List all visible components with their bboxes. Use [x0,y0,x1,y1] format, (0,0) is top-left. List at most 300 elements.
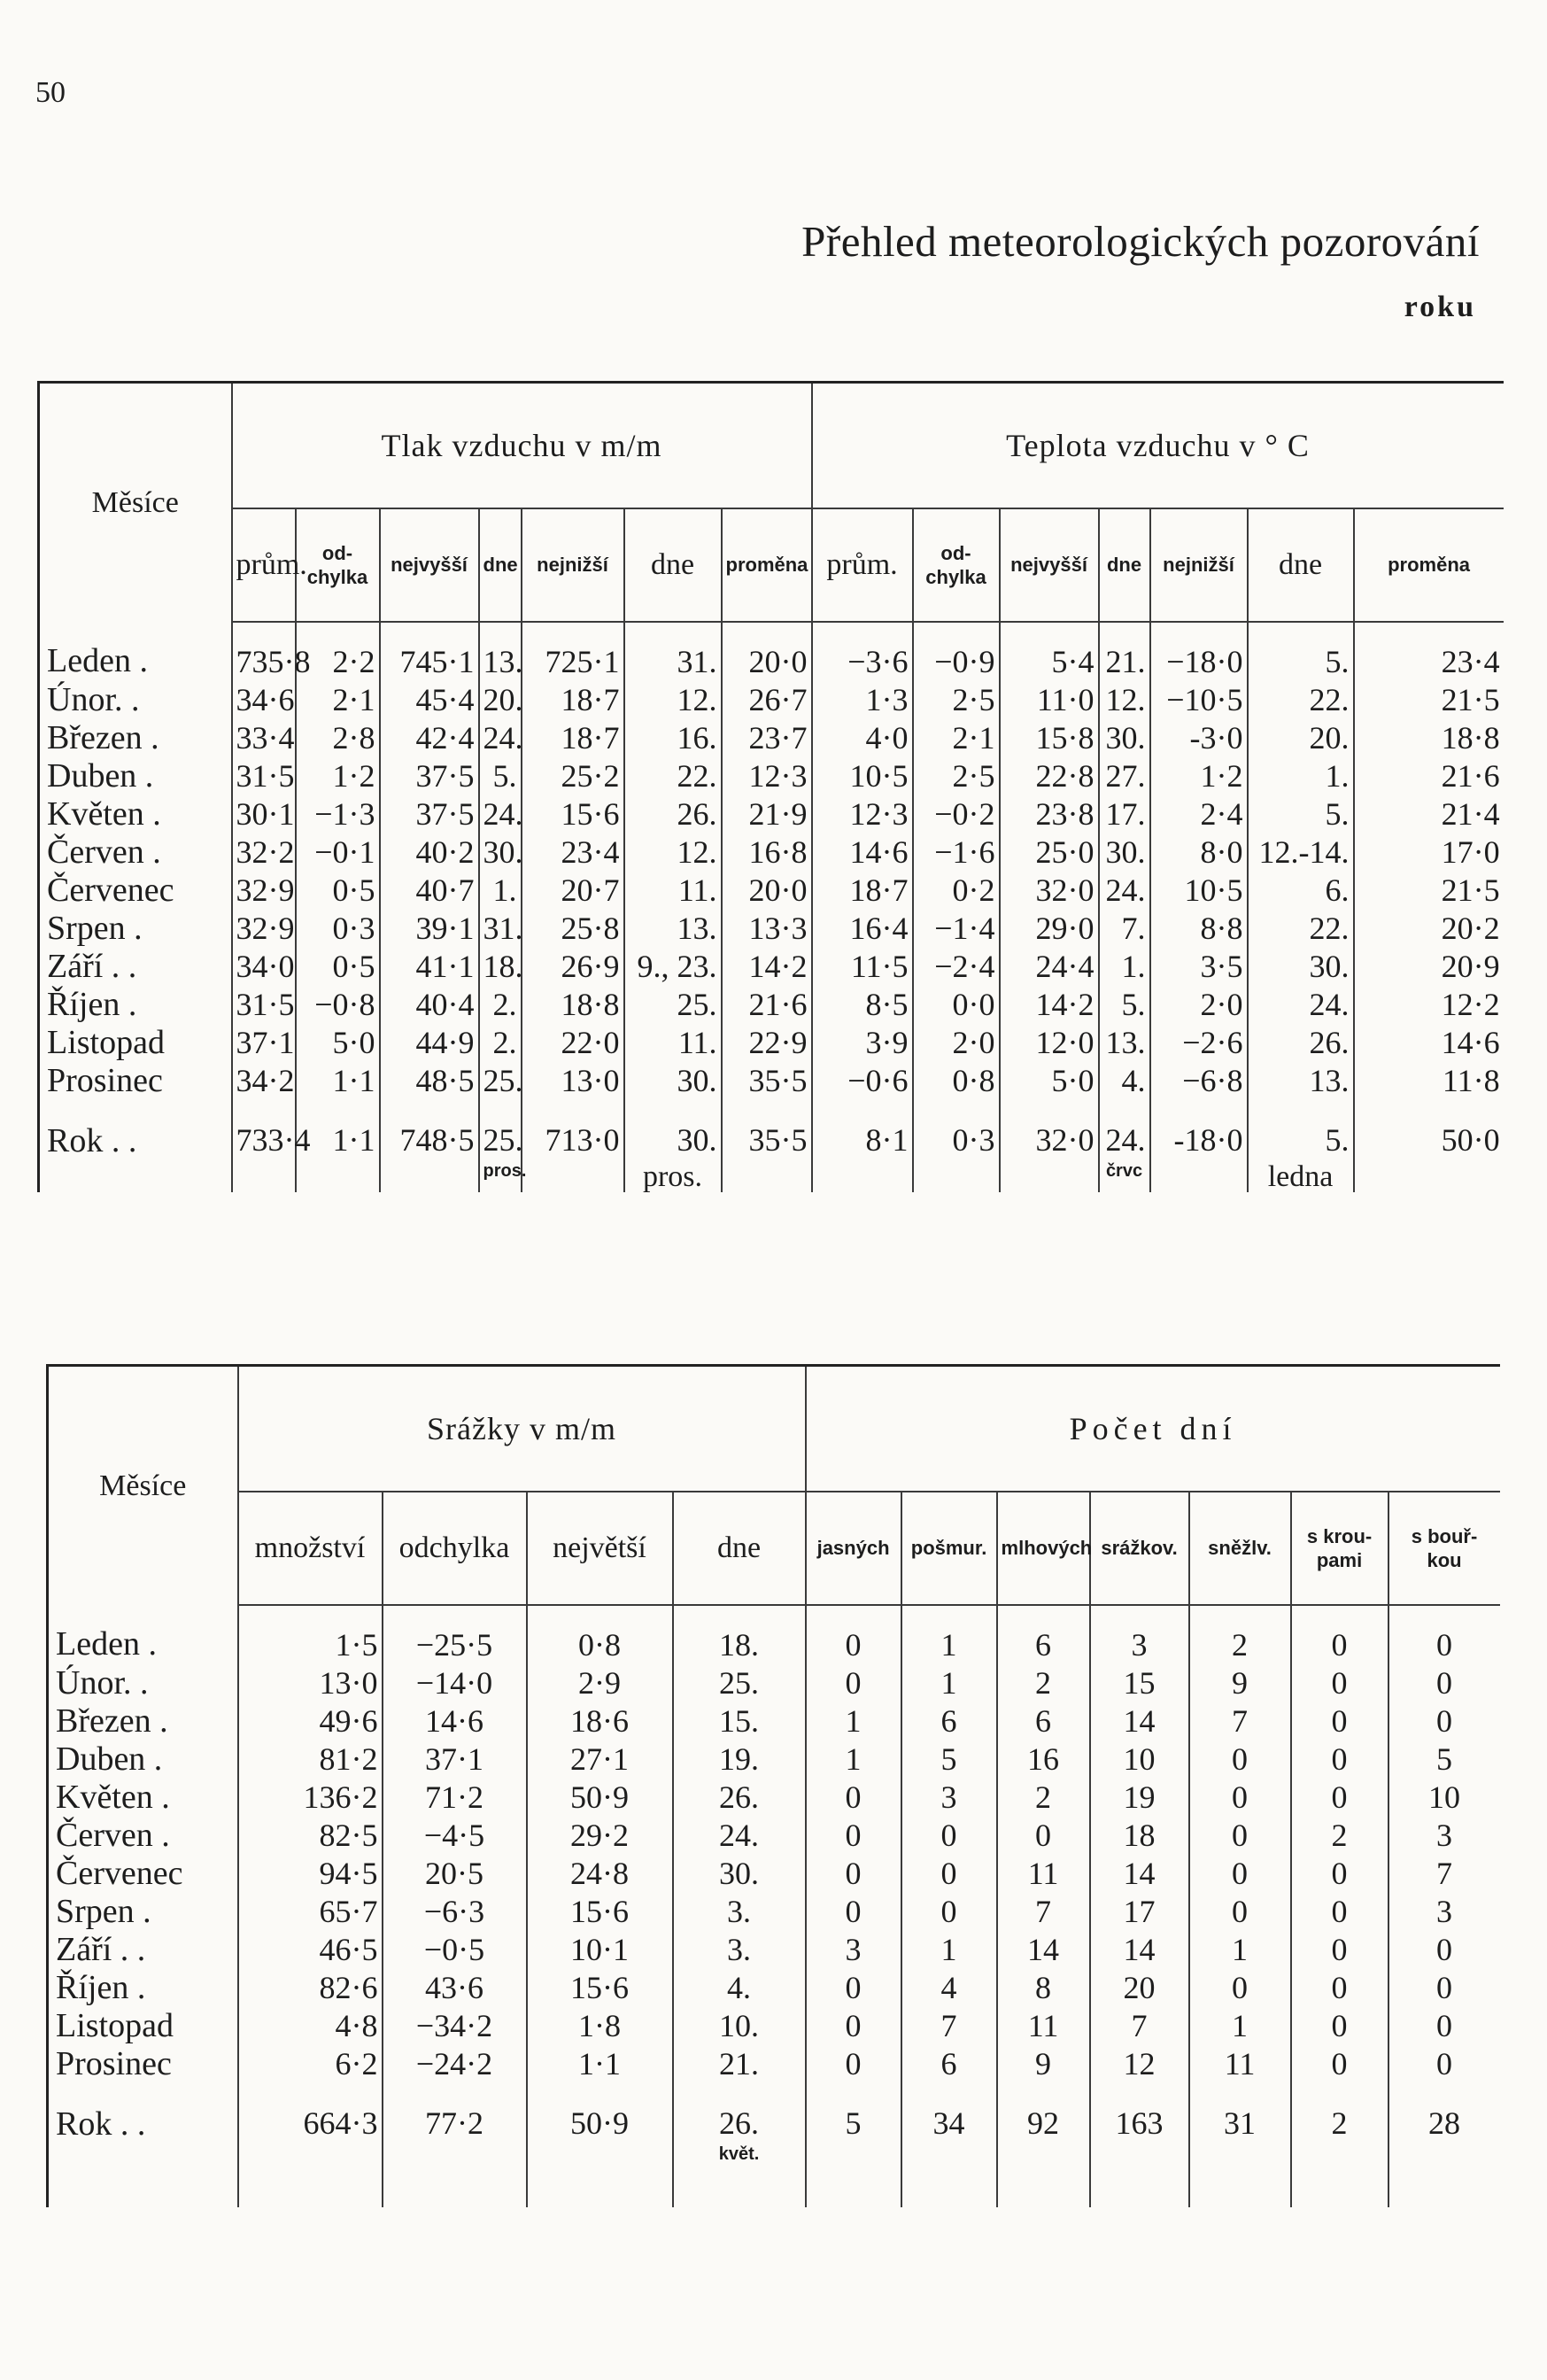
pressure-cell: 37·5 [380,756,479,795]
temperature-cell: 1. [1099,947,1150,985]
year-note-row [39,1162,1504,1192]
days-col-header: s krou- pami [1291,1492,1388,1605]
temperature-cell: −1·6 [913,833,1000,871]
temperature-cell: 3·5 [1150,947,1248,985]
note-cell [39,1162,232,1192]
table-row [39,985,1504,1023]
pressure-cell: 11. [624,1023,722,1061]
temperature-cell: 12.-14. [1248,833,1354,871]
spacer-cell [812,1099,913,1124]
days-cell: 0 [1388,1930,1500,1968]
temperature-cell: 18·8 [1354,718,1504,756]
days-cell: 5 [1388,1740,1500,1778]
temperature-cell: 8·5 [812,985,913,1023]
precipitation-cell: 65·7 [238,1892,383,1930]
days-cell: 28 [1388,2107,1500,2145]
temperature-cell: 2·0 [913,1023,1000,1061]
precipitation-cell: 136·2 [238,1778,383,1816]
month-cell: Duben . [39,756,232,795]
pressure-cell: 32·9 [232,871,296,909]
pressure-cell: 14·2 [722,947,812,985]
note-cell [1388,2145,1500,2172]
days-cell: 6 [997,1702,1090,1740]
days-cell: 11 [1189,2044,1291,2082]
days-cell: 8 [997,1968,1090,2006]
pressure-cell: 37·5 [380,795,479,833]
precipitation-cell: 94·5 [238,1854,383,1892]
temperature-cell: −2·6 [1150,1023,1248,1061]
precipitation-cell: 4. [673,1968,806,2006]
days-cell: 1 [901,1663,997,1702]
year-row [48,2107,1500,2145]
pressure-cell: 35·5 [722,1061,812,1099]
precipitation-cell: 50·9 [527,1778,673,1816]
note-cell [806,2145,901,2172]
temperature-cell: −0·2 [913,795,1000,833]
note-cell: črvc [1099,1162,1150,1192]
month-cell: Rok . . [39,1124,232,1162]
month-cell: Únor. . [39,680,232,718]
days-cell: 3 [806,1930,901,1968]
precipitation-cell: 15. [673,1702,806,1740]
year-row [39,1124,1504,1162]
days-cell: 0 [1291,1663,1388,1702]
temperature-col-header: proměna [1354,508,1504,622]
temperature-cell: 21. [1099,622,1150,680]
days-cell: 0 [1388,1663,1500,1702]
note-cell [1354,1162,1504,1192]
temperature-cell: 32·0 [1000,871,1099,909]
temperature-cell: 6. [1248,871,1354,909]
days-cell: 0 [1388,1968,1500,2006]
temperature-cell: 23·4 [1354,622,1504,680]
days-cell: 17 [1090,1892,1189,1930]
days-cell: 0 [806,1778,901,1816]
days-cell: 6 [997,1605,1090,1663]
pressure-cell: 31. [479,909,522,947]
temperature-cell: 22·8 [1000,756,1099,795]
days-cell: 1 [806,1702,901,1740]
days-cell: 0 [1291,1702,1388,1740]
note-cell: květ. [673,2145,806,2172]
days-cell: 15 [1090,1663,1189,1702]
precipitation-cell: 18. [673,1605,806,1663]
pressure-cell: 30. [624,1124,722,1162]
pressure-cell: 44·9 [380,1023,479,1061]
days-cell: 5 [901,1740,997,1778]
table-row [48,1740,1500,1778]
pressure-cell: 40·7 [380,871,479,909]
temperature-col-header: nejnižší [1150,508,1248,622]
days-cell: 0 [1189,1778,1291,1816]
days-cell: 0 [901,1816,997,1854]
month-cell: Leden . [48,1605,238,1663]
days-cell: 4 [901,1968,997,2006]
temperature-cell: 17·0 [1354,833,1504,871]
spacer-cell [997,2082,1090,2107]
note-cell [722,1162,812,1192]
spacer-cell [1189,2082,1291,2107]
temperature-cell: −6·8 [1150,1061,1248,1099]
pressure-cell: −0·8 [296,985,380,1023]
days-cell: 14 [997,1930,1090,1968]
note-cell [48,2145,238,2172]
filler-cell [48,2172,238,2207]
month-cell: Prosinec [48,2044,238,2082]
pressure-cell: 30·1 [232,795,296,833]
table-row [39,718,1504,756]
month-cell: Květen . [39,795,232,833]
pressure-cell: 25. [479,1061,522,1099]
month-cell: Listopad [39,1023,232,1061]
temperature-cell: 24. [1099,871,1150,909]
temperature-cell: 30. [1099,718,1150,756]
precipitation-cell: 46·5 [238,1930,383,1968]
temperature-cell: 5·4 [1000,622,1099,680]
pressure-cell: 26. [624,795,722,833]
days-cell: 1 [901,1605,997,1663]
month-cell: Březen . [48,1702,238,1740]
days-group-header: Počet dní [806,1366,1500,1492]
temperature-cell: 8·0 [1150,833,1248,871]
table-row [48,1778,1500,1816]
pressure-cell: 9., 23. [624,947,722,985]
days-cell: 34 [901,2107,997,2145]
month-cell: Listopad [48,2006,238,2044]
temperature-cell: 20·2 [1354,909,1504,947]
pressure-cell: 2. [479,985,522,1023]
temperature-cell: 1·2 [1150,756,1248,795]
temperature-cell: 14·2 [1000,985,1099,1023]
temperature-cell: 15·8 [1000,718,1099,756]
month-cell: Duben . [48,1740,238,1778]
days-cell: 3 [1388,1816,1500,1854]
page-title: Přehled meteorologických pozorování [801,217,1480,266]
month-cell: Červenec [48,1854,238,1892]
page-number: 50 [35,76,66,109]
days-cell: 11 [997,1854,1090,1892]
days-cell: 1 [1189,2006,1291,2044]
pressure-cell: 23·7 [722,718,812,756]
pressure-cell: 23·4 [522,833,624,871]
precipitation-cell: 25. [673,1663,806,1702]
note-cell [527,2145,673,2172]
days-col-header: mlhových [997,1492,1090,1605]
precipitation-cell: 13·0 [238,1663,383,1702]
days-cell: 0 [1291,1968,1388,2006]
pressure-cell: 18·7 [522,718,624,756]
temperature-cell: 8·1 [812,1124,913,1162]
days-cell: 2 [1189,1605,1291,1663]
spacer-cell [624,1099,722,1124]
pressure-cell: 40·2 [380,833,479,871]
temperature-cell: 13. [1099,1023,1150,1061]
page-subtitle: roku [1404,291,1476,323]
spacer-cell [479,1099,522,1124]
note-cell [997,2145,1090,2172]
pressure-cell: 21·9 [722,795,812,833]
pressure-cell: 13. [479,622,522,680]
precipitation-cell: −34·2 [383,2006,527,2044]
days-cell: 3 [1388,1892,1500,1930]
temperature-cell: 2·4 [1150,795,1248,833]
spacer-cell [1354,1099,1504,1124]
temperature-cell: 0·3 [913,1124,1000,1162]
temperature-cell: −18·0 [1150,622,1248,680]
precipitation-col-header: největší [527,1492,673,1605]
pressure-cell: 37·1 [232,1023,296,1061]
temperature-cell: 12·0 [1000,1023,1099,1061]
note-cell [1000,1162,1099,1192]
temperature-cell: 23·8 [1000,795,1099,833]
filler-cell [806,2172,901,2207]
filler-cell [1291,2172,1388,2207]
table-row [48,1702,1500,1740]
filler-row [48,2172,1500,2207]
days-cell: 0 [1291,1778,1388,1816]
precipitation-cell: 14·6 [383,1702,527,1740]
month-cell: Červenec [39,871,232,909]
days-cell: 0 [1291,1930,1388,1968]
filler-cell [238,2172,383,2207]
note-cell [901,2145,997,2172]
precipitation-col-header: odchylka [383,1492,527,1605]
temperature-cell: 21·6 [1354,756,1504,795]
days-cell: 7 [1090,2006,1189,2044]
spacer-cell [522,1099,624,1124]
pressure-cell: 26·9 [522,947,624,985]
days-cell: 2 [1291,2107,1388,2145]
pressure-cell: 713·0 [522,1124,624,1162]
temperature-cell: 17. [1099,795,1150,833]
spacer-row [39,1099,1504,1124]
precipitation-cell: 29·2 [527,1816,673,1854]
precipitation-cell: −6·3 [383,1892,527,1930]
days-cell: 92 [997,2107,1090,2145]
days-cell: 0 [806,1605,901,1663]
pressure-cell: 0·5 [296,947,380,985]
temperature-col-header: od- chylka [913,508,1000,622]
temperature-cell: −1·4 [913,909,1000,947]
precipitation-cell: 21. [673,2044,806,2082]
days-cell: 7 [1388,1854,1500,1892]
precipitation-cell: 6·2 [238,2044,383,2082]
temperature-cell: 21·5 [1354,871,1504,909]
temperature-cell: -18·0 [1150,1124,1248,1162]
precipitation-cell: 15·6 [527,1892,673,1930]
spacer-cell [48,2082,238,2107]
days-cell: 1 [901,1930,997,1968]
pressure-cell: 25·8 [522,909,624,947]
pressure-cell: 35·5 [722,1124,812,1162]
pressure-cell: 745·1 [380,622,479,680]
days-cell: 0 [1291,1892,1388,1930]
month-cell: Květen . [48,1778,238,1816]
note-cell [522,1162,624,1192]
days-cell: 0 [1388,2006,1500,2044]
days-cell: 1 [1189,1930,1291,1968]
pressure-cell: 11. [624,871,722,909]
table-row [39,833,1504,871]
table-row [48,1892,1500,1930]
precipitation-cell: 10·1 [527,1930,673,1968]
pressure-cell: 24. [479,718,522,756]
pressure-cell: 1. [479,871,522,909]
table-row [48,1854,1500,1892]
days-cell: 9 [997,2044,1090,2082]
spacer-cell [1388,2082,1500,2107]
note-cell [1189,2145,1291,2172]
spacer-cell [380,1099,479,1124]
temperature-cell: 22. [1248,909,1354,947]
temperature-cell: 24. [1248,985,1354,1023]
temperature-cell: 5·0 [1000,1061,1099,1099]
filler-cell [673,2172,806,2207]
days-cell: 0 [901,1854,997,1892]
pressure-cell: 18·7 [522,680,624,718]
precipitation-cell: 71·2 [383,1778,527,1816]
spacer-cell [39,1099,232,1124]
pressure-cell: 1·1 [296,1061,380,1099]
days-cell: 2 [997,1663,1090,1702]
temperature-cell: 22. [1248,680,1354,718]
note-cell [1090,2145,1189,2172]
precipitation-cell: −0·5 [383,1930,527,1968]
temperature-cell: 5. [1248,1124,1354,1162]
precipitation-cell: −14·0 [383,1663,527,1702]
temperature-cell: 27. [1099,756,1150,795]
precipitation-col-header: množství [238,1492,383,1605]
days-cell: 6 [901,1702,997,1740]
pressure-cell: 31·5 [232,985,296,1023]
pressure-cell: 5·0 [296,1023,380,1061]
days-cell: 0 [1291,2044,1388,2082]
temperature-cell: 5. [1248,795,1354,833]
days-cell: 0 [1189,1968,1291,2006]
days-cell: 0 [806,1892,901,1930]
precipitation-cell: 10. [673,2006,806,2044]
temperature-cell: 30. [1248,947,1354,985]
pressure-cell: 20·0 [722,871,812,909]
pressure-cell: 26·7 [722,680,812,718]
table-row [48,1930,1500,1968]
temperature-cell: 0·0 [913,985,1000,1023]
table-row [39,871,1504,909]
days-cell: 0 [1189,1740,1291,1778]
pressure-cell: 25. [479,1124,522,1162]
days-cell: 0 [1388,1605,1500,1663]
days-cell: 5 [806,2107,901,2145]
month-cell: Říjen . [48,1968,238,2006]
precipitation-cell: −25·5 [383,1605,527,1663]
temperature-cell: 24·4 [1000,947,1099,985]
note-cell [1150,1162,1248,1192]
days-cell: 11 [997,2006,1090,2044]
temperature-cell: 1. [1248,756,1354,795]
month-cell: Srpen . [39,909,232,947]
temperature-cell: 2·1 [913,718,1000,756]
filler-cell [901,2172,997,2207]
pressure-cell: 20·7 [522,871,624,909]
temperature-cell: 4·0 [812,718,913,756]
filler-cell [1090,2172,1189,2207]
pressure-cell: 12. [624,680,722,718]
temperature-cell: 32·0 [1000,1124,1099,1162]
pressure-cell: 25. [624,985,722,1023]
temperature-cell: -3·0 [1150,718,1248,756]
temperature-cell: 2·0 [1150,985,1248,1023]
temperature-cell: 16·4 [812,909,913,947]
temperature-cell: −3·6 [812,622,913,680]
table-row [48,2044,1500,2082]
spacer-cell [527,2082,673,2107]
note-cell [1291,2145,1388,2172]
pressure-cell: 18·8 [522,985,624,1023]
pressure-cell: 1·2 [296,756,380,795]
month-cell: Únor. . [48,1663,238,1702]
pressure-col-header: nejnižší [522,508,624,622]
pressure-cell: 0·5 [296,871,380,909]
pressure-cell: 2·1 [296,680,380,718]
precipitation-cell: 1·1 [527,2044,673,2082]
precipitation-cell: 4·8 [238,2006,383,2044]
note-cell [812,1162,913,1192]
days-cell: 7 [901,2006,997,2044]
filler-cell [997,2172,1090,2207]
pressure-col-header: dne [624,508,722,622]
precipitation-cell: 1·8 [527,2006,673,2044]
days-cell: 6 [901,2044,997,2082]
precipitation-cell: 1·5 [238,1605,383,1663]
pressure-col-header: nejvyšší [380,508,479,622]
month-cell: Září . . [39,947,232,985]
pressure-cell: 2·8 [296,718,380,756]
spacer-cell [1248,1099,1354,1124]
days-cell: 20 [1090,1968,1189,2006]
pressure-cell: 22·9 [722,1023,812,1061]
filler-cell [1189,2172,1291,2207]
precipitation-cell: −24·2 [383,2044,527,2082]
pressure-cell: 18. [479,947,522,985]
table-row [48,1816,1500,1854]
temperature-cell: 0·8 [913,1061,1000,1099]
precipitation-cell: 50·9 [527,2107,673,2145]
month-column-header: Měsíce [39,383,232,623]
temperature-col-header: prům. [812,508,913,622]
temperature-cell: −10·5 [1150,680,1248,718]
days-cell: 0 [997,1816,1090,1854]
temperature-cell: 12·2 [1354,985,1504,1023]
pressure-cell: 733·4 [232,1124,296,1162]
temperature-cell: 12. [1099,680,1150,718]
pressure-group-header: Tlak vzduchu v m/m [232,383,812,509]
pressure-cell: 12. [624,833,722,871]
precipitation-col-header: dne [673,1492,806,1605]
days-cell: 14 [1090,1854,1189,1892]
precipitation-cell: −4·5 [383,1816,527,1854]
precipitation-cell: 43·6 [383,1968,527,2006]
table-row [39,622,1504,680]
temperature-cell: −0·9 [913,622,1000,680]
table-row [48,1663,1500,1702]
pressure-cell: 20·0 [722,622,812,680]
spacer-cell [1000,1099,1099,1124]
temperature-col-header: dne [1248,508,1354,622]
days-cell: 0 [1388,1702,1500,1740]
pressure-cell: 34·6 [232,680,296,718]
month-cell: Rok . . [48,2107,238,2145]
temperature-cell: 18·7 [812,871,913,909]
